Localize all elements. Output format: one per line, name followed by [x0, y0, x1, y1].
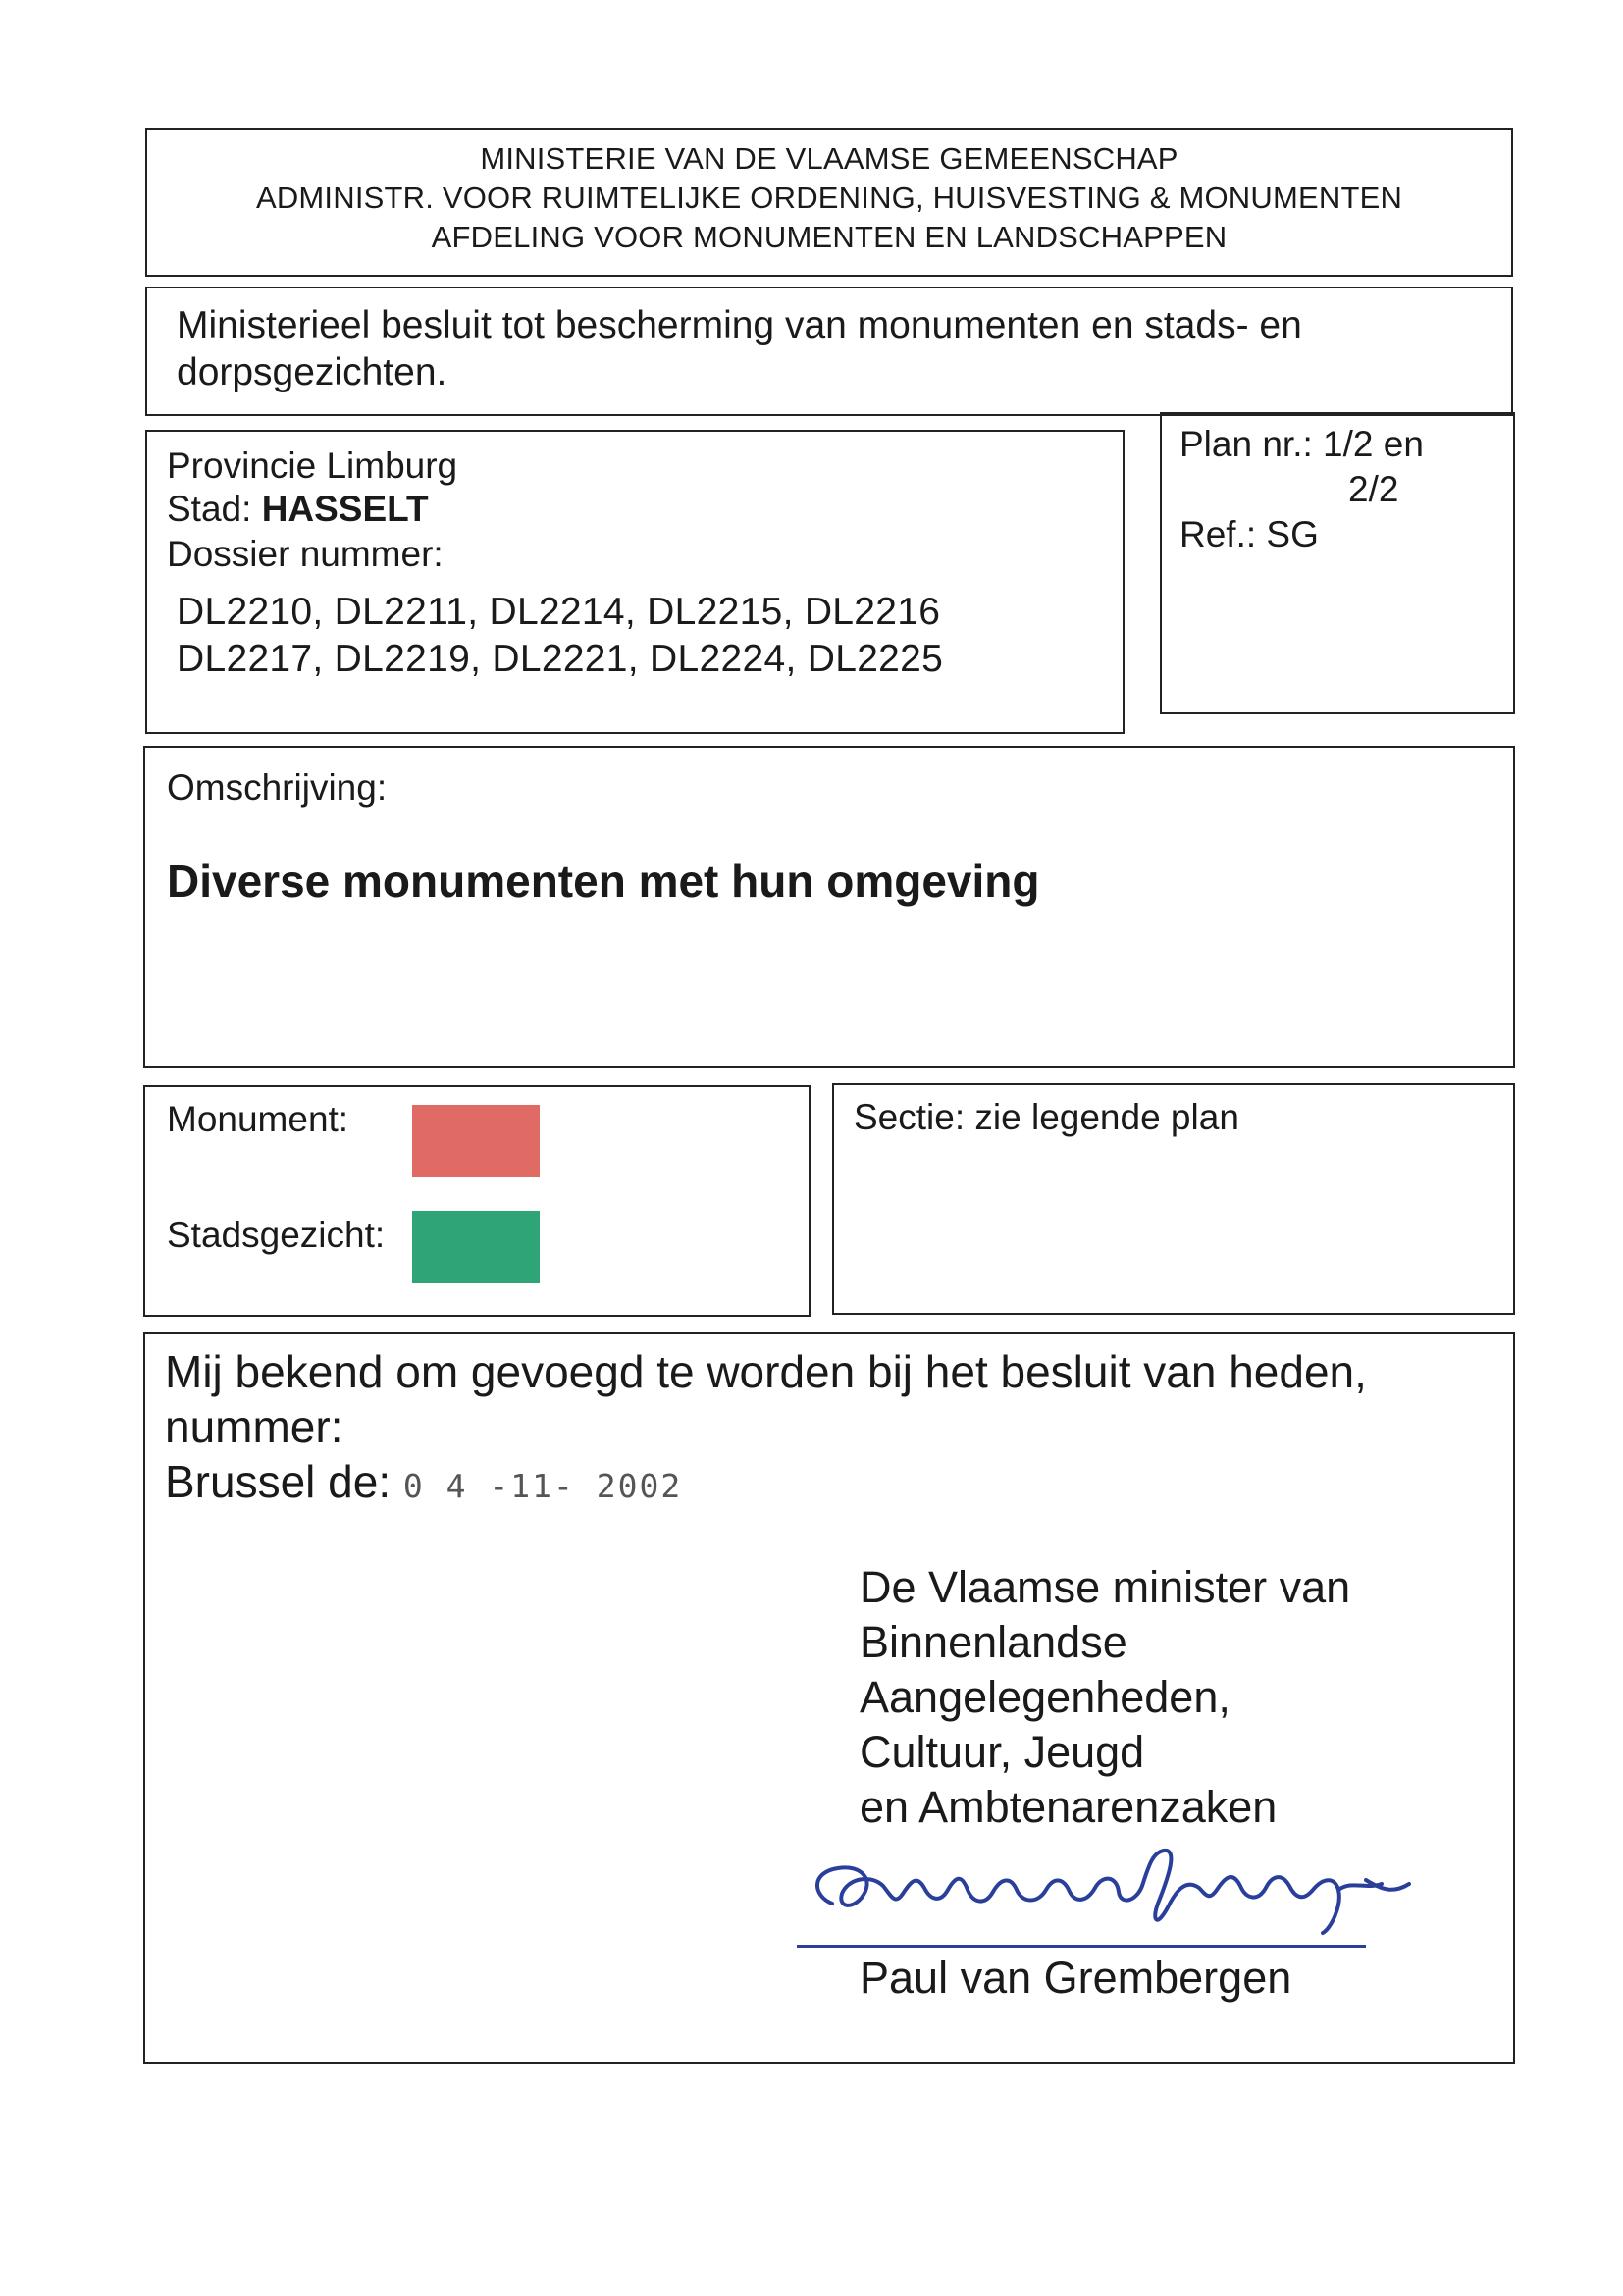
decree-title-line1: Ministerieel besluit tot bescherming van monumenten en stads- en — [177, 304, 1302, 346]
minister-title-line1: De Vlaamse minister van — [860, 1562, 1351, 1612]
plan-box — [1160, 412, 1515, 714]
place-date-row — [165, 1456, 682, 1508]
ministry-name: MINISTERIE VAN DE VLAAMSE GEMEENSCHAP — [480, 141, 1178, 176]
signing-number-label: nummer: — [165, 1401, 343, 1452]
stad-row — [167, 489, 429, 531]
dossier-label: Dossier nummer: — [167, 534, 444, 574]
monument-label: Monument: — [167, 1099, 349, 1139]
dossier-numbers-line1: DL2210, DL2211, DL2214, DL2215, DL2216 — [177, 591, 941, 633]
monument-color-swatch — [412, 1105, 540, 1177]
signing-statement: Mij bekend om gevoegd te worden bij het besluit van heden, — [165, 1346, 1367, 1397]
description-value: Diverse monumenten met hun omgeving — [167, 856, 1040, 907]
minister-title-line2: Binnenlandse — [860, 1617, 1127, 1667]
signing-box — [143, 1332, 1515, 2064]
stad-value: HASSELT — [261, 489, 429, 529]
date-stamp: 0 4 -11- 2002 — [402, 1467, 683, 1505]
place-label: Brussel de: — [165, 1456, 392, 1507]
administration-name: ADMINISTR. VOOR RUIMTELIJKE ORDENING, HUISVESTING & MONUMENTEN — [255, 181, 1403, 215]
plan-number-cont: 2/2 — [1348, 469, 1399, 509]
handwritten-signature — [793, 1835, 1431, 1943]
location-box — [145, 430, 1125, 734]
minister-title-line5: en Ambtenarenzaken — [860, 1782, 1278, 1832]
description-box — [143, 746, 1515, 1068]
stad-label: Stad: — [167, 489, 252, 529]
decree-title-box — [145, 287, 1513, 416]
legend-box — [143, 1085, 811, 1317]
decree-title-line2: dorpsgezichten. — [177, 351, 447, 393]
signatory-name: Paul van Grembergen — [860, 1953, 1292, 2003]
stadsgezicht-label: Stadsgezicht: — [167, 1215, 386, 1255]
description-label: Omschrijving: — [167, 767, 388, 808]
reference: Ref.: SG — [1179, 514, 1319, 554]
ministry-header — [145, 128, 1513, 277]
stadsgezicht-color-swatch — [412, 1211, 540, 1283]
sectie-text: Sectie: zie legende plan — [854, 1097, 1239, 1137]
sectie-box — [832, 1083, 1515, 1315]
signature-underline — [797, 1945, 1366, 1948]
dossier-numbers-line2: DL2217, DL2219, DL2221, DL2224, DL2225 — [177, 638, 944, 680]
minister-title-line3: Aangelegenheden, — [860, 1672, 1230, 1722]
provincie: Provincie Limburg — [167, 445, 458, 486]
plan-number: Plan nr.: 1/2 en — [1179, 424, 1424, 464]
minister-title-line4: Cultuur, Jeugd — [860, 1727, 1145, 1777]
department-name: AFDELING VOOR MONUMENTEN EN LANDSCHAPPEN — [431, 220, 1228, 254]
